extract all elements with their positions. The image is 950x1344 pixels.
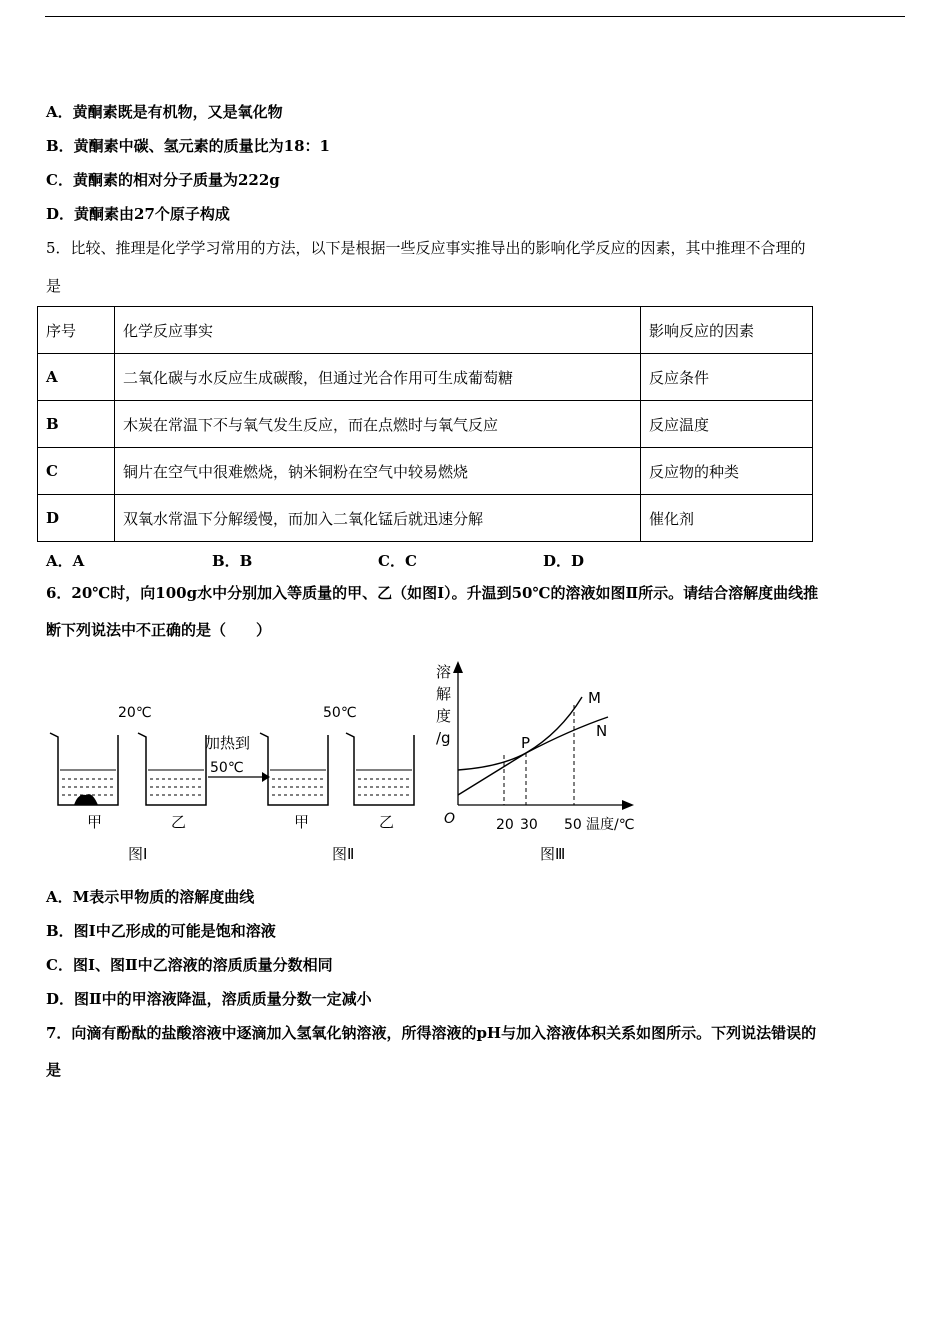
q5-stem-line1: 5．比较、推理是化学学习常用的方法，以下是根据一些反应事实推导出的影响化学反应的因素，其中推理不合理的 — [46, 239, 806, 257]
q5-choice-a: A．A — [46, 552, 85, 570]
y-axis-label-3: 度 — [436, 707, 452, 725]
fig2-beaker-yi-label: 乙 — [379, 813, 395, 831]
fig2-temp-label: 50℃ — [323, 705, 357, 721]
fig2-caption: 图Ⅱ — [332, 845, 355, 863]
table-cell: 双氧水常温下分解缓慢，而加入二氧化锰后就迅速分解 — [115, 495, 641, 542]
fig2-beaker-jia-label: 甲 — [294, 813, 310, 831]
table-cell: C — [38, 448, 115, 495]
x-axis-arrow-icon — [622, 800, 634, 810]
table-cell: 铜片在空气中很难燃烧，钠米铜粉在空气中较易燃烧 — [115, 448, 641, 495]
fig1-beaker-yi-label: 乙 — [171, 813, 187, 831]
q5-choice-d: D．D — [543, 552, 585, 570]
q6-option-a: A．M表示甲物质的溶解度曲线 — [46, 888, 255, 906]
table-cell: A — [38, 354, 115, 401]
table-cell: 催化剂 — [641, 495, 813, 542]
beaker-jia-fig2 — [260, 733, 328, 805]
table-row — [38, 448, 813, 495]
q7-stem-line1: 7．向滴有酚酞的盐酸溶液中逐滴加入氢氧化钠溶液，所得溶液的pH与加入溶液体积关系如图所示。下列说法错误的 — [46, 1024, 817, 1042]
table-cell: D — [38, 495, 115, 542]
table-cell: B — [38, 401, 115, 448]
arrow-bottom-label: 50℃ — [210, 760, 244, 776]
table-header-row — [38, 307, 813, 354]
fig1-beaker-jia-label: 甲 — [87, 813, 103, 831]
q4-option-d: D．黄酮素由27个原子构成 — [46, 205, 230, 223]
table-cell: 反应温度 — [641, 401, 813, 448]
q5-choice-c: C．C — [378, 552, 417, 570]
q4-option-a: A．黄酮素既是有机物，又是氧化物 — [46, 103, 283, 121]
q5-stem-line2: 是 — [46, 277, 62, 295]
q6-option-b: B．图I中乙形成的可能是饱和溶液 — [46, 922, 276, 940]
table-cell: 反应物的种类 — [641, 448, 813, 495]
y-axis-label-1: 溶 — [436, 663, 452, 681]
arrow-top-label: 加热到 — [205, 734, 251, 752]
q4-option-c: C．黄酮素的相对分子质量为222g — [46, 171, 280, 189]
q6-stem-line2: 断下列说法中不正确的是（ ） — [46, 621, 272, 639]
curve-n — [458, 717, 608, 770]
undissolved-solid — [74, 794, 98, 805]
q6-option-c: C．图Ⅰ、图Ⅱ中乙溶液的溶质质量分数相同 — [46, 956, 333, 974]
arrow-head-icon — [262, 772, 270, 782]
beaker-yi-fig1 — [138, 733, 206, 805]
beaker-yi-fig2 — [346, 733, 414, 805]
q7-stem-line2: 是 — [46, 1061, 62, 1079]
curve-n-label: N — [596, 722, 608, 740]
solubility-figure — [40, 655, 650, 870]
q6-stem-line1: 6．20℃时，向100g水中分别加入等质量的甲、乙（如图I）。升温到50℃的溶液如图Ⅱ所示。请结合溶解度曲线推 — [46, 584, 819, 602]
table-header-cell: 化学反应事实 — [115, 307, 641, 354]
table-header-cell: 序号 — [38, 307, 115, 354]
curve-m — [458, 697, 582, 795]
curve-m-label: M — [588, 689, 601, 707]
x-tick-20: 20 — [496, 817, 514, 833]
fig1-caption: 图I — [128, 845, 148, 863]
table-row — [38, 495, 813, 542]
table-row — [38, 401, 813, 448]
y-axis-label-2: 解 — [436, 685, 452, 703]
fig1-temp-label: 20℃ — [118, 705, 152, 721]
origin-label: O — [444, 811, 456, 827]
x-axis-label: 温度/℃ — [586, 817, 635, 833]
fig3-caption: 图Ⅲ — [540, 845, 566, 863]
y-axis-label-4: /g — [436, 729, 451, 747]
x-tick-30: 30 — [520, 817, 538, 833]
table-cell: 反应条件 — [641, 354, 813, 401]
beaker-jia-fig1 — [50, 733, 118, 805]
x-tick-50: 50 — [564, 817, 582, 833]
reaction-table — [37, 306, 813, 542]
q4-option-b: B．黄酮素中碳、氢元素的质量比为18：1 — [46, 137, 330, 155]
point-p-label: P — [521, 734, 531, 752]
table-cell: 木炭在常温下不与氧气发生反应，而在点燃时与氧气反应 — [115, 401, 641, 448]
q5-choice-b: B．B — [212, 552, 253, 570]
header-rule — [45, 16, 905, 17]
q6-option-d: D．图Ⅱ中的甲溶液降温，溶质质量分数一定减小 — [46, 990, 372, 1008]
table-cell: 二氧化碳与水反应生成碳酸，但通过光合作用可生成葡萄糖 — [115, 354, 641, 401]
table-row — [38, 354, 813, 401]
table-header-cell: 影响反应的因素 — [641, 307, 813, 354]
y-axis-arrow-icon — [453, 661, 463, 673]
